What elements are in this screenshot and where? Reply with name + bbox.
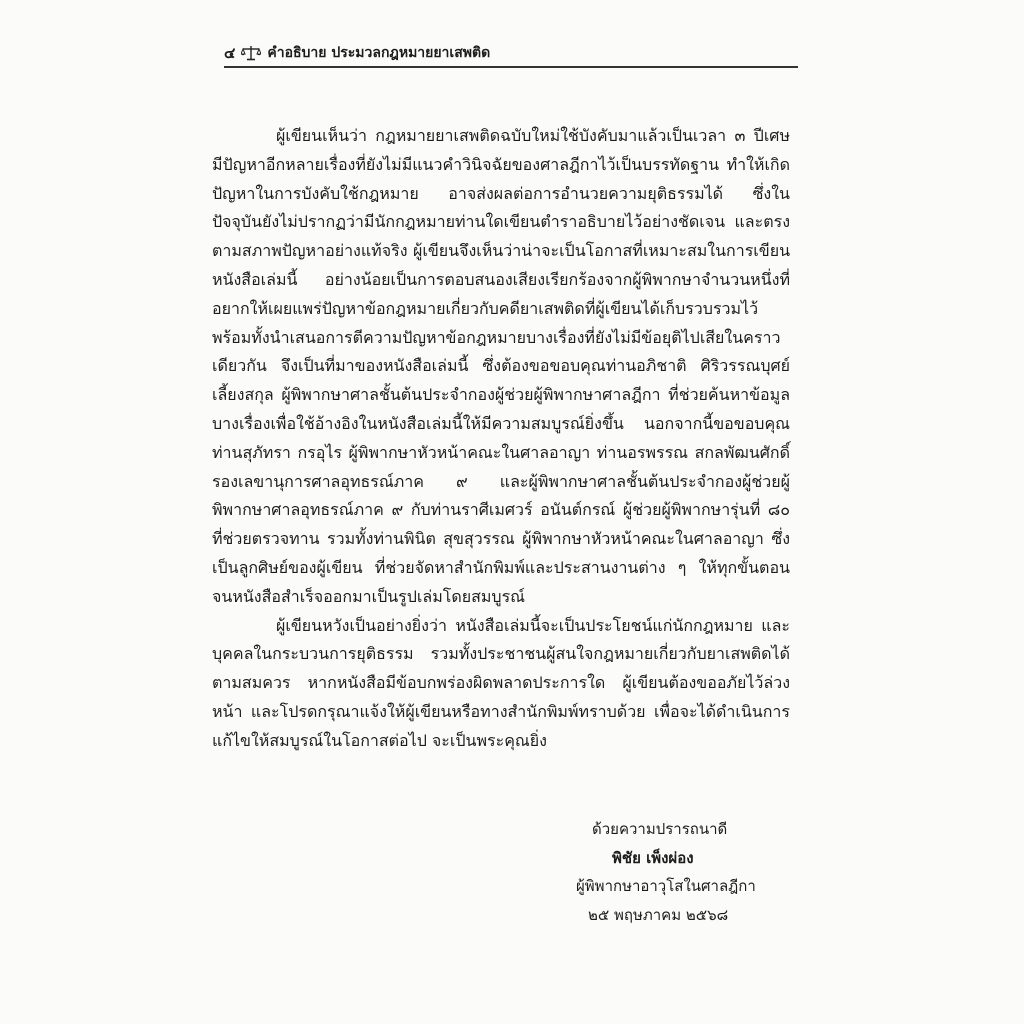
page-number: ๔ — [224, 44, 236, 62]
closing-salutation: ด้วยความปรารถนาดี — [592, 820, 728, 838]
header-divider — [224, 66, 798, 68]
scales-of-justice-icon — [241, 45, 261, 61]
author-title: ผู้พิพากษาอาวุโสในศาลฎีกา — [576, 877, 756, 895]
paragraph-acknowledgement: ผู้เขียนเห็นว่า กฎหมายยาเสพติดฉบับใหม่ใช้บังคับมาแล้วเป็นเวลา ๓ ปีเศษ มีปัญหาอีกหลายเรื่องที่ยังไม่มีแนวคำวินิจฉัยของศาลฎีกาไว้เป็นบรรทัดฐาน ทำให้เกิดปัญหาในการบังคับใช้กฎหมาย อาจส่งผลต่อการอำนวยความยุติธรรมได้ ซึ่งในปัจจุบันยังไม่ปรากฏว่ามีนักกฎหมายท่านใดเขียนตำราอธิบายไว้อย่างชัดเจน และตรงตามสภาพปัญหาอย่างแท้จริง ผู้เขียนจึงเห็นว่าน่าจะเป็นโอกาสที่เหมาะสมในการเขียนหนังสือเล่มนี้ อย่างน้อยเป็นการตอบสนองเสียงเรียกร้องจากผู้พิพากษาจำนวนหนึ่งที่อยากให้เผยแพร่ปัญหาข้อกฎหมายเกี่ยวกับคดียาเสพติดที่ผู้เขียนได้เก็บรวบรวมไว้ พร้อมทั้งนำเสนอการตีความปัญหาข้อกฎหมายบางเรื่องที่ยังไม่มีข้อยุติไปเสียในคราวเดียวกัน จึงเป็นที่มาของหนังสือเล่มนี้ ซึ่งต้องขอขอบคุณท่านอภิชาติ ศิริวรรณบุศย์ เลี้ยงสกุล ผู้พิพากษาศาลชั้นต้นประจำกองผู้ช่วยผู้พิพากษาศาลฎีกา ที่ช่วยค้นหาข้อมูลบางเรื่องเพื่อใช้อ้างอิงในหนังสือเล่มนี้ให้มีความสมบูรณ์ยิ่งขึ้น นอกจากนี้ขอขอบคุณท่านสุภัทรา กรอุไร ผู้พิพากษาหัวหน้าคณะในศาลอาญา ท่านอรพรรณ สกลพัฒนศักดิ์ รองเลขานุการศาลอุทธรณ์ภาค ๙ และผู้พิพากษาศาลชั้นต้นประจำกองผู้ช่วยผู้พิพากษาศาลอุทธรณ์ภาค ๙ กับท่านราศีเมศวร์ อนันต์กรณ์ ผู้ช่วยผู้พิพากษารุ่นที่ ๘๐ ที่ช่วยตรวจทาน รวมทั้งท่านพินิต สุขสุวรรณ ผู้พิพากษาหัวหน้าคณะในศาลอาญา ซึ่งเป็นลูกศิษย์ของผู้เขียน ที่ช่วยจัดหาสำนักพิมพ์และประสานงานต่าง ๆ ให้ทุกขั้นตอน จนหนังสือสำเร็จออกมาเป็นรูปเล่มโดยสมบูรณ์ — [212, 126, 790, 606]
paragraph-closing-hope: ผู้เขียนหวังเป็นอย่างยิ่งว่า หนังสือเล่มนี้จะเป็นประโยชน์แก่นักกฎหมาย และบุคคลในกระบวนการยุติธรรม รวมทั้งประชาชนผู้สนใจกฎหมายเกี่ยวกับยาเสพติดได้ตามสมควร หากหนังสือมีข้อบกพร่องผิดพลาดประการใด ผู้เขียนต้องขออภัยไว้ล่วงหน้า และโปรดกรุณาแจ้งให้ผู้เขียนหรือทางสำนักพิมพ์ทราบด้วย เพื่อจะได้ดำเนินการแก้ไขให้สมบูรณ์ในโอกาสต่อไป จะเป็นพระคุณยิ่ง — [212, 615, 790, 750]
page-header — [224, 40, 798, 66]
body-text — [212, 122, 790, 756]
book-title: คำอธิบาย ประมวลกฎหมายยาเสพติด — [267, 45, 491, 61]
signature-block — [560, 815, 800, 929]
signature-date: ๒๕ พฤษภาคม ๒๕๖๘ — [588, 905, 729, 924]
author-name: พิชัย เพ็งผ่อง — [612, 848, 694, 867]
